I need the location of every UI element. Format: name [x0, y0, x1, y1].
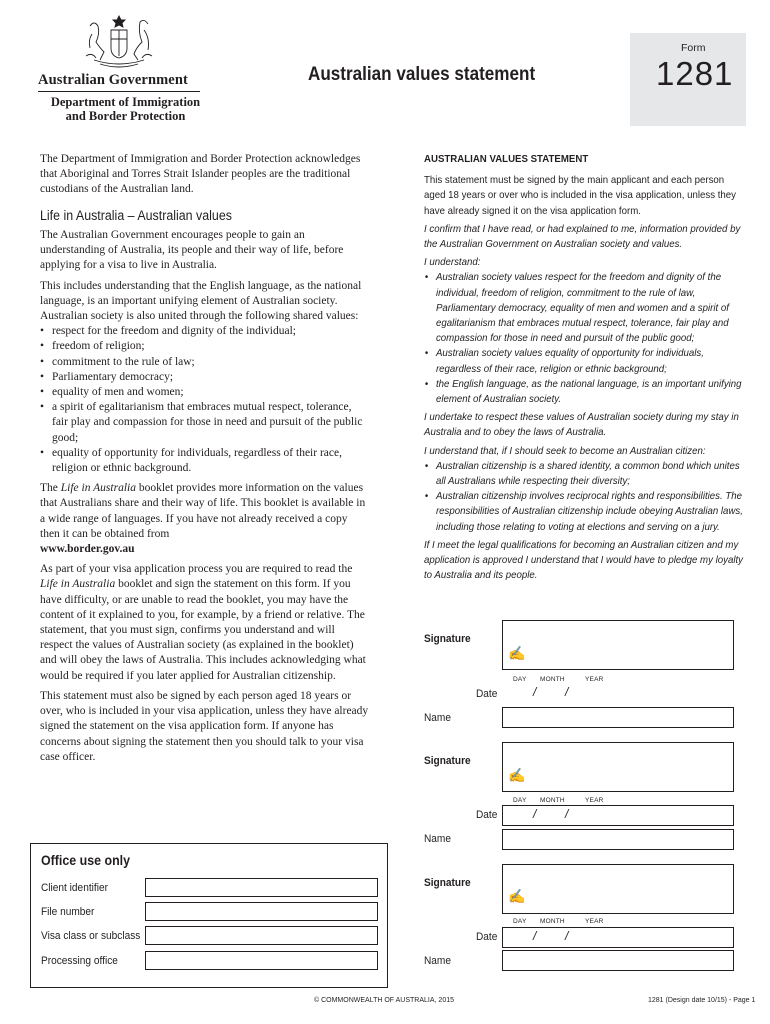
signature-label-1: Signature: [424, 633, 471, 645]
understand-text: I understand:: [424, 256, 481, 269]
date-separator: /: [533, 807, 537, 821]
list-item: • commitment to the rule of law;: [40, 355, 370, 370]
intro-paragraph: The Australian Government encourages people to gain an understanding of Australia, its people and their way of life, before applying for a visa to live in Australia.: [40, 229, 344, 272]
acknowledgement-text: The Department of Immigration and Border Protection acknowledges that Aboriginal and Torres Strait Islander peoples are the traditional custodians of the Australian land.: [40, 153, 361, 196]
file-number-field[interactable]: [145, 902, 378, 921]
form-label: Form: [681, 42, 706, 54]
booklet-title: Life in Australia: [60, 482, 136, 495]
department-name: [38, 95, 213, 123]
list-item: • Parliamentary democracy;: [40, 370, 370, 385]
month-label: MONTH: [540, 797, 565, 804]
list-item-text: the English language, as the national language, is an important unifying element of Australian society.: [435, 377, 742, 406]
date-separator: /: [565, 685, 569, 699]
visa-class-label: Visa class or subclass: [41, 930, 141, 942]
signing-paragraph: This statement must also be signed by each person aged 18 years or over, who is included in your visa application, unless they have already signed the statement on the visa application form. If anyone has concerns about signing the statement then you should talk to your visa case officer.: [40, 689, 369, 763]
month-label: MONTH: [540, 676, 565, 683]
list-item-text: Australian citizenship is a shared identity, a common bond which unites all Australians while respecting their diversity;: [435, 459, 740, 488]
list-item: [424, 489, 744, 535]
signature-field-2[interactable]: [502, 742, 734, 792]
processing-office-label: Processing office: [41, 955, 118, 967]
pledge-text: [424, 538, 744, 584]
page-number-text: 1281 (Design date 10/15) - Page 1: [648, 997, 756, 1004]
list-item: [424, 346, 744, 376]
form-title: Australian values statement: [308, 64, 536, 85]
list-item-text: Australian citizenship involves reciprocal rights and responsibilities. The responsibilities of Australian citizenship include obeying Australian laws, including those relating to voting at elections and serving on a jury.: [435, 490, 743, 533]
process-booklet-title: Life in Australia: [40, 578, 116, 591]
year-label: YEAR: [585, 918, 604, 925]
name-field-3[interactable]: [502, 950, 734, 971]
list-item-text: Australian society values equality of opportunity for individuals, regardless of their race, religion or ethnic background;: [435, 347, 704, 375]
list-item: • equality of men and women;: [40, 385, 370, 400]
date-separator: /: [565, 807, 569, 821]
date-separator: /: [565, 929, 569, 943]
citizen-intro-text: I understand that, if I should seek to become an Australian citizen:: [424, 444, 706, 457]
date-separator: /: [533, 685, 537, 699]
signature-field-3[interactable]: [502, 864, 734, 914]
name-field-2[interactable]: [502, 829, 734, 850]
citizen-intro: [424, 444, 744, 459]
day-label: DAY: [513, 797, 527, 804]
process-paragraph: [40, 562, 370, 684]
copyright-text: © COMMONWEALTH OF AUSTRALIA, 2015: [314, 997, 454, 1004]
date-separator: /: [533, 929, 537, 943]
file-number-label: File number: [41, 906, 95, 918]
header-rule: [38, 91, 200, 92]
signature-field-1[interactable]: [502, 620, 734, 670]
date-label-3: Date: [476, 931, 498, 943]
name-label-3: Name: [424, 955, 451, 967]
name-field-1[interactable]: [502, 707, 734, 728]
client-identifier-field[interactable]: [145, 878, 378, 897]
list-item: [424, 270, 744, 346]
form-number: 1281: [656, 55, 734, 92]
website-link[interactable]: www.border.gov.au: [40, 543, 135, 556]
date-field-3[interactable]: [502, 927, 734, 948]
list-item: [424, 459, 744, 489]
booklet-paragraph: [40, 481, 370, 557]
department-line-1: Department of Immigration: [50, 95, 201, 109]
month-label: MONTH: [540, 918, 565, 925]
year-label: YEAR: [585, 797, 604, 804]
government-name: Australian Government: [38, 72, 188, 88]
list-item: • freedom of religion;: [40, 339, 370, 354]
year-label: YEAR: [585, 676, 604, 683]
citizen-list: [424, 459, 744, 535]
shared-values-paragraph: This includes understanding that the English language, as the national language, is an important unifying element of Australian society. Australian society is also united through the following shared values:: [40, 279, 362, 323]
life-in-australia-heading: Life in Australia – Australian values: [40, 208, 232, 223]
undertake-text: [424, 410, 744, 440]
name-label-1: Name: [424, 712, 451, 724]
pen-icon: ✍: [508, 645, 526, 661]
signature-label-3: Signature: [424, 877, 471, 889]
client-identifier-label: Client identifier: [41, 882, 108, 894]
list-item: • a spirit of egalitarianism that embraces mutual respect, tolerance, fair play and compassion for those in need and pursuit of the public good;: [40, 400, 370, 446]
date-label-2: Date: [476, 809, 498, 821]
pen-icon: ✍: [508, 767, 526, 783]
statement-confirm: [424, 222, 744, 252]
understand-label: [424, 255, 744, 270]
booklet-post: booklet provides more information on the values that Australians share and their way of life. This booklet is available in a wide range of languages. If you have not already received a copy then it can be obtained from: [40, 482, 366, 540]
day-label: DAY: [513, 676, 527, 683]
list-item: • equality of opportunity for individuals, regardless of their race, religion or ethnic background.: [40, 446, 370, 476]
list-item: [424, 377, 744, 407]
process-pre: As part of your visa application process you are required to read the: [40, 563, 353, 576]
signature-label-2: Signature: [424, 755, 471, 767]
shared-values-list: [40, 324, 370, 476]
pledge-italic: If I meet the legal qualifications for becoming an Australian citizen and my application is approved I understand that I would have to pledge my loyalty to Australia and its people.: [424, 538, 743, 582]
values-statement: [424, 152, 744, 586]
coat-of-arms-icon: [78, 14, 160, 72]
process-post: booklet and sign the statement on this form. If you have difficulty, or are unable to read the booklet, you may have the content of it explained to you, for example, by a friend or relative. The statement, that you must sign, confirms you understand and will respect the values of Australian society (as explained in the booklet) and will obey the laws of Australia. This includes acknowledging what would be required if you later applied for Australian citizenship.: [40, 578, 366, 682]
booklet-pre: The: [40, 482, 61, 495]
undertake-italic: I undertake to respect these values of Australian society during my stay in Australia and to obey the laws of Australia.: [424, 411, 739, 439]
date-label-1: Date: [476, 688, 498, 700]
statement-intro: This statement must be signed by the main applicant and each person aged 18 years or over who is included in the visa application, unless they have already signed it on the visa application form.: [424, 174, 736, 217]
visa-class-field[interactable]: [145, 926, 378, 945]
statement-heading: AUSTRALIAN VALUES STATEMENT: [424, 153, 589, 165]
department-line-2: and Border Protection: [65, 109, 186, 123]
date-field-2[interactable]: [502, 805, 734, 826]
pen-icon: ✍: [508, 888, 526, 904]
understand-list: [424, 270, 744, 407]
list-item: • respect for the freedom and dignity of the individual;: [40, 324, 370, 339]
confirm-text: I confirm that I have read, or had explained to me, information provided by the Australian Government on Australian society and values.: [424, 222, 741, 251]
processing-office-field[interactable]: [145, 951, 378, 970]
name-label-2: Name: [424, 833, 451, 845]
day-label: DAY: [513, 918, 527, 925]
list-item-text: Australian society values respect for the freedom and dignity of the individual, freedom of religion, commitment to the rule of law, Parliamentary democracy, equality of men and women and a spirit of egalitarianism that embraces mutual respect, tolerance, fair play and compassion for those in need and pursuit of the public good;: [435, 271, 729, 345]
life-in-australia-body: [40, 228, 370, 770]
office-use-title: Office use only: [41, 853, 131, 868]
